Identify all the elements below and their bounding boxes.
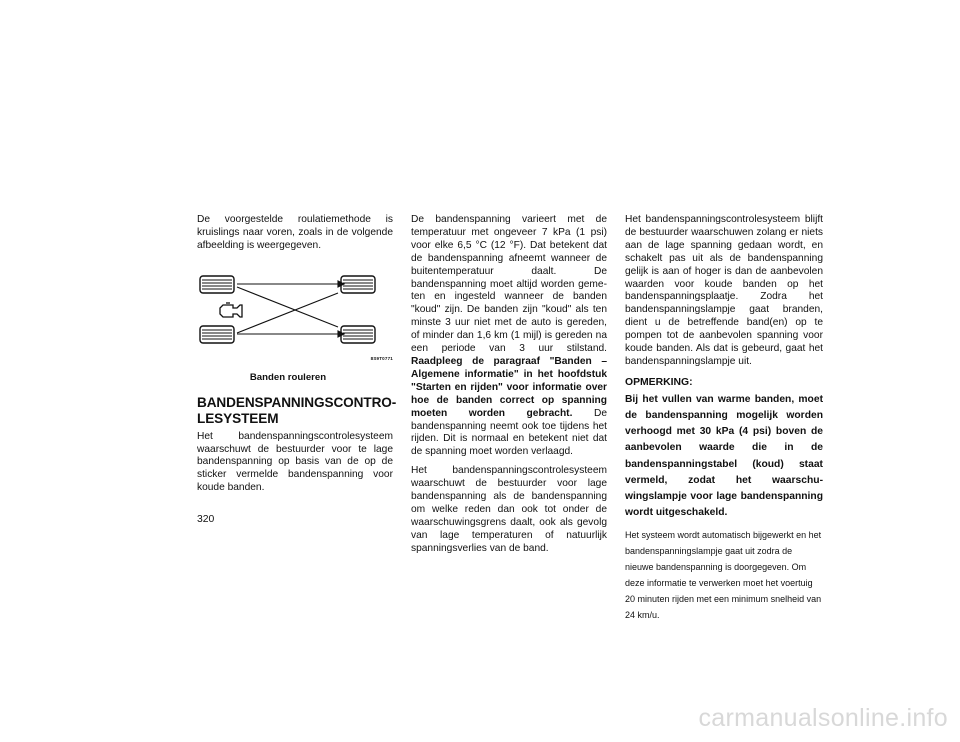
column-middle [411,214,607,562]
tire-rotation-figure [197,269,393,369]
rotation-arrows [237,281,344,337]
column-left [197,214,397,501]
note-small-text: Het systeem wordt automatisch bijgewerkt en het bandenspanningslampje gaat uit zodra de nieuwe bandenspanning is doorgegeven. Om deze informatie te verwerken moet het voertuig 20 minuten rijden met een minimum snelheid van 24 km/u. [625,530,822,621]
pressure-tail: De bandenspanning neemt ook toe tijdens het rijden. Dit is normaal en betekent niet dat de spanning moet worden verlaagd. [411,407,607,458]
intro-paragraph: De voorgestelde roulatiemethode is kruislings naar voren, zoals in de volgende afbeelding is weergegeven. [197,214,393,251]
tire-icon [341,326,375,343]
section-title: BANDENSPANNINGSCONTROLESYSTEEM [197,394,397,426]
figure-caption: Banden rouleren [249,371,327,383]
tire-icon [200,276,234,293]
engine-icon [220,303,242,317]
section-paragraph: Het bandenspanningscontrolesysteem waarschuwt de bestuurder voor te lage bandenspanning op basis van de op de sticker vermelde bandenspanning voor koude banden. [197,430,393,494]
page-number: 320 [197,514,215,525]
note-bold-text: Bij het vullen van warme banden, moet de bandenspanning mogelijk worden verhoogd met 30 kPa (4 psi) boven de aanbevolen waarde die in de bandenspanningstabel (koud) staat vermeld, zodat het waarschuwingslampje voor lage bandenspanning wordt uitgeschakeld. [625,393,823,519]
tire-icon [200,326,234,343]
note-heading: OPMERKING: [625,376,693,388]
pressure-reference-bold: Raadpleeg de paragraaf "Banden – Algemene informatie" in het hoofdstuk "Starten en rijden" voor informatie over hoe de banden correct op spanning moeten worden gebracht. [411,355,607,419]
watermark: carmanualsonline.info [698,704,948,732]
pressure-text: De bandenspanning varieert met de temperatuur met ongeveer 7 kPa (1 psi) voor elke 6,5 °C (12 °F). Dat betekent dat de bandenspanning afneemt wanneer de buitentemperatuur daalt. De bandenspanning moet altijd worden gemeten en ingesteld wanneer de banden "koud" zijn. De banden zijn "koud" als ten minste 3 uur niet met de auto is gereden, of minder dan 1,6 km (1 mijl) is gereden na een periode van 3 uur stilstand. [411,214,607,355]
pressure-paragraph [411,214,607,459]
warning-light-paragraph: Het bandenspanningscontrolesysteem blijft de bestuurder waarschuwen zolang er niets aan de lage spanning gedaan wordt, en schakelt pas uit als de bandenspanning gelijk is aan of hoger is dan de aanbevolen waarden voor koude banden op het bandenspanningsplaatje. Zodra het bandenspanningslampje gaat branden, dient u de betreffende band(en) op te pompen tot de aanbevolen spanning voor koude banden. Als dat is gebeurd, gaat het bandenspanningslampje uit. [625,214,823,367]
tire-rotation-diagram [197,269,393,369]
warning-paragraph: Het bandenspanningscontrolesysteem waarschuwt de bestuurder voor lage bandenspanning als de bandenspanning om welke reden dan ook tot onder de waarschuwingsgrens daalt, ook als gevolg van lage temperaturen of natuurlijk spanningsverlies van de band. [411,465,607,554]
column-right [625,214,823,629]
tire-icon [341,276,375,293]
figure-code: 8S9T0771 [370,355,393,361]
